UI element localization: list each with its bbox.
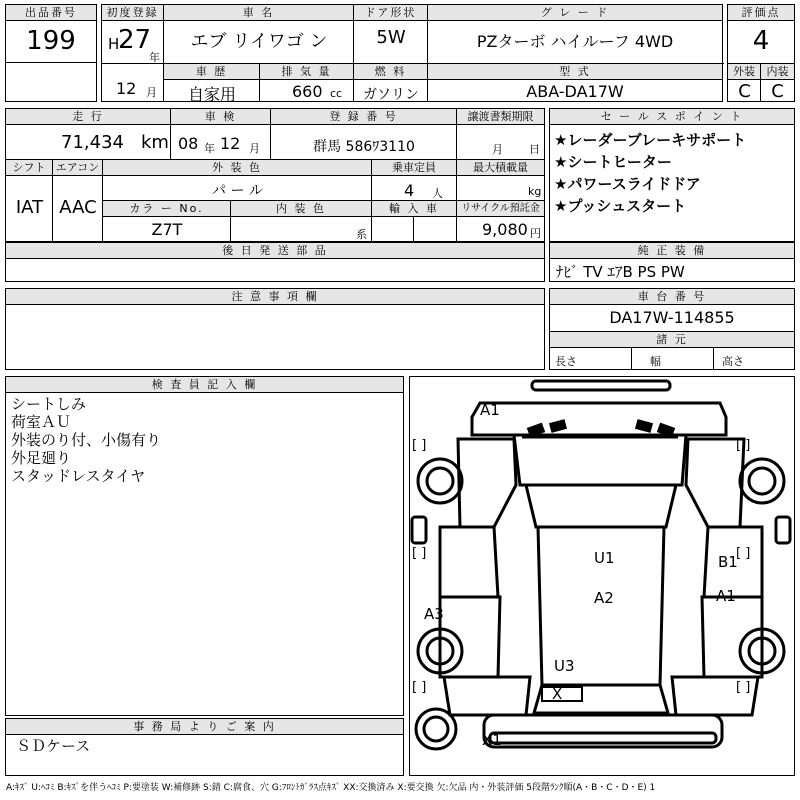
int-grade: C [771,81,784,102]
int-label: 内装 [761,64,794,80]
lot-number-box [5,4,97,102]
recycle: 9,080 [482,220,528,239]
later-parts-box [5,242,545,282]
recycle-unit: 円 [530,227,541,240]
reg-no: 群馬 586ﾜ3110 [313,139,415,155]
score-box [727,4,795,102]
lot-number-label: 出品番号 [6,5,96,21]
color-no-label: カラ ー No. [103,201,231,217]
first-reg-month: 12 [116,79,137,98]
sales-point-item: ★レーダーブレーキサポート [554,131,747,149]
sales-point-item: ★プッシュスタート [554,197,687,215]
spec-length: 長さ [555,355,577,368]
color-no: Z7T [151,220,183,239]
sales-point-item: ★パワースライドドア [554,175,701,193]
grade-label: グ レ ー ド [428,5,722,21]
genuine-equipment: ﾅﾋﾞ TV ｴｱB PS PW [556,263,685,281]
car-name-label: 車 名 [164,5,354,21]
inspector-box [5,376,404,716]
mark-u1: U1 [594,549,615,567]
bracket-right-front: [ ] [736,438,751,453]
insp-month: 12 [220,134,241,153]
reg-no-label: 登 録 番 号 [271,109,457,125]
capacity-unit: 人 [432,187,443,200]
notes-box [5,288,545,370]
history: 自家用 [187,85,236,104]
mark-a3: A3 [424,605,444,623]
office-box [5,718,404,776]
inspector-label: 検 査 員 記 入 欄 [6,377,403,393]
lot-number: 199 [26,26,76,56]
sales-point-item: ★シートヒーター [554,153,672,171]
era: H [108,35,120,53]
bracket-left-mid: [ ] [412,546,427,561]
office-label: 事 務 局 よ り ご 案 内 [6,719,403,735]
inspector-line: 荷室ＡＵ [11,413,72,431]
int-color-unit: 系 [356,228,367,241]
door-type: 5W [376,27,406,48]
insp-year: 08 [178,134,199,153]
history-label: 車 歴 [164,64,260,80]
car-diagram-svg [410,377,794,775]
month-unit: 月 [146,86,157,99]
legend: A:ｷｽﾞ U:ﾍｺﾐ B:ｷｽﾞを伴うﾍｺﾐ P:要塗装 W:補修跡 S:錆 C:腐食、穴 G:ﾌﾛﾝﾄｶﾞﾗｽ点ｷｽﾞ XX:交換済み X:要交換 欠:欠品 内・外装評価 5段階ﾗﾝｸ順(A・B・C・D・E) 1 [6,783,656,793]
vehicle-info-row2 [5,108,545,242]
sales-point-box [549,108,795,242]
ext-label: 外装 [728,64,761,80]
inspector-line: スタッドレスタイヤ [11,467,146,485]
shift: IAT [15,197,44,218]
mark-b1: B1 [718,553,738,571]
color-label: 外 装 色 [103,160,372,176]
capacity: 4 [404,181,415,200]
mark-x1: X1 [482,731,502,749]
door-label: ドア形状 [354,5,428,21]
score: 4 [752,26,770,56]
office-text: ＳＤケース [16,737,91,755]
chassis-box [549,288,795,370]
bracket-right-mid: [ ] [736,546,751,561]
specs-label: 諸 元 [550,332,794,348]
first-reg-year: 27 [118,25,152,55]
ext-grade: C [738,81,751,102]
shift-label: シフト [6,160,53,176]
insp-month-unit: 月 [249,142,260,155]
grade: PZターボ ハイルーフ 4WD [476,32,674,51]
model-label: 型 式 [428,64,722,80]
model: ABA-DA17W [526,82,624,101]
capacity-label: 乗車定員 [372,160,457,176]
car-name: エブ リイワゴ ン [190,31,328,52]
mileage: 71,434 [61,132,124,153]
spec-width: 幅 [650,355,661,368]
int-color-label: 内 装 色 [231,201,372,217]
km-unit: km [141,132,169,153]
spec-height: 高さ [722,355,744,368]
displacement: 660 [292,82,323,101]
load-label: 最大積載量 [457,160,544,176]
insp-year-unit: 年 [204,142,215,155]
displacement-label: 排 気 量 [260,64,354,80]
bracket-right-rear: [ ] [736,680,751,695]
score-label: 評価点 [728,5,794,21]
first-reg-label: 初度登録 [102,5,164,21]
sales-point-label: セ ー ル ス ポ イ ン ト [550,109,794,125]
chassis-label: 車 台 番 号 [550,289,794,305]
vehicle-info-row1 [101,4,723,102]
fuel-label: 燃 料 [354,64,428,80]
color: パ ー ル [212,183,263,199]
transfer-month: 月 [492,143,503,156]
inspection-label: 車 検 [171,109,271,125]
transfer-label: 譲渡書類期限 [457,109,544,125]
mark-a2: A2 [594,589,614,607]
inspector-line: シートしみ [11,395,87,413]
ac: AAC [59,197,97,218]
inspector-line: 外足廻り [11,449,72,467]
chassis-number: DA17W-114855 [550,305,794,332]
recycle-label: リサイクル預託金 [457,201,544,217]
transfer-day: 日 [529,143,540,156]
cc-unit: cc [330,87,343,100]
mark-a1-right: A1 [716,587,736,605]
year-unit: 年 [149,51,160,64]
bracket-left-front: [ ] [412,438,427,453]
damage-diagram [409,376,795,776]
inspector-line: 外装のり付、小傷有り [11,431,162,449]
mark-a1-front: A1 [480,401,500,419]
ac-label: エアコン [53,160,103,176]
mileage-label: 走 行 [6,109,171,125]
genuine-equipment-box [549,242,795,282]
bracket-left-rear: [ ] [412,680,427,695]
fuel: ガソリン [363,87,419,103]
import-label: 輸 入 車 [372,201,457,217]
mark-u3: U3 [554,657,575,675]
later-parts-label: 後 日 発 送 部 品 [6,243,544,259]
mark-x: X [552,685,563,703]
genuine-equipment-label: 純 正 装 備 [550,243,794,259]
load-unit: kg [528,185,542,198]
notes-label: 注 意 事 項 欄 [6,289,544,305]
